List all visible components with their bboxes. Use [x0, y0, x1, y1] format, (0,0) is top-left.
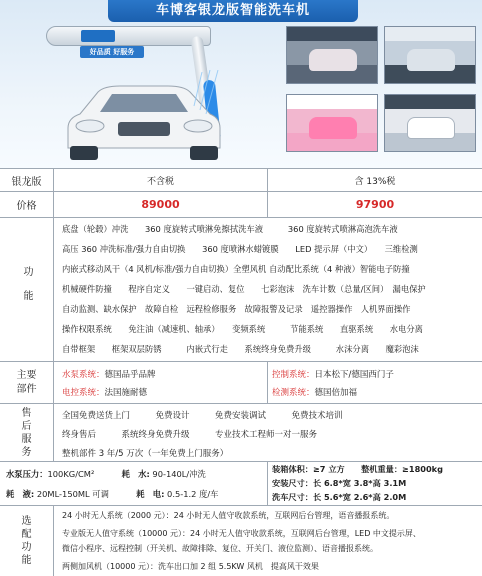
option-line: 两侧加风机（10000 元）：洗车出口加 2 组 5.5KW 风机 提高风干效果 — [62, 562, 319, 571]
service-line: 整机部件 3 年/5 万次（一年免费上门服务） — [62, 449, 229, 459]
col-with-tax: 含 13%税 — [354, 176, 396, 187]
spec-value: 90-140L/冲洗 — [152, 468, 206, 479]
control-label: 控制系统： — [272, 369, 315, 380]
feature-line: 自动监测、缺水保护 故障自检 远程检修服务 故障报警及记录 遥控器操作 人机界面操作 — [62, 304, 411, 314]
service-label: 售后服务 — [21, 407, 32, 458]
option-line: 微信小程序、远程控制（开关机、故障排除、复位、开关门、液位监测）、语音播报系统。 — [62, 544, 378, 553]
motor-value: 法国施耐德 — [104, 387, 148, 398]
pump-value: 德国品乎品牌 — [104, 369, 156, 380]
option-line: 专业版无人值守系统（10000 元）：24 小时无人值守收款系统，互联网后台管理，LED 中文提示屏、 — [62, 529, 421, 538]
service-line: 全国免费送货上门 免费设计 免费安装调试 免费技术培训 — [62, 411, 343, 421]
feature-line: 自带框架 框架双层防锈 内嵌式行走 系统终身免费升级 水沫分离 魔彩泡沫 — [62, 344, 419, 354]
motor-label: 电控系统： — [62, 387, 105, 398]
header-row — [0, 168, 482, 192]
spec-key: 耗 液: — [6, 488, 35, 499]
service-row — [0, 404, 482, 462]
banner-title: 车博客银龙版智能洗车机 — [108, 0, 358, 22]
service-line: 终身售后 系统终身免费升级 专业技术工程师一对一服务 — [62, 430, 318, 440]
options-row — [0, 506, 482, 576]
product-banner — [0, 0, 482, 168]
features-label: 功能 — [21, 265, 32, 314]
gantry-labels: 好品质 好服务 — [80, 46, 144, 58]
detect-label: 检测系统： — [272, 387, 315, 398]
price-with-tax: 97900 — [355, 198, 395, 211]
header-label: 银龙版 — [0, 169, 54, 191]
control-value: 日本松下/德国西门子 — [314, 369, 394, 380]
gantry-illustration — [46, 26, 211, 46]
car-illustration — [60, 70, 228, 162]
brand-logo — [81, 30, 115, 42]
photo-thumbnail — [286, 26, 378, 84]
price-row — [0, 192, 482, 218]
spec-line: 装箱体积：≥7 立方 整机重量：≥1800kg — [272, 464, 443, 474]
photo-thumbnail — [286, 94, 378, 152]
spec-key: 耗 水: — [121, 468, 150, 479]
feature-line: 底盘（轮毂）冲洗 360 度旋转式喷淋免擦拭洗车液 360 度旋转式喷淋高泡洗车液 — [62, 224, 398, 234]
spec-value: 0.5-1.2 度/车 — [167, 488, 219, 499]
spec-value: 20ML-150ML 可调 — [36, 488, 109, 499]
photo-thumbnail — [384, 26, 476, 84]
parts-row — [0, 362, 482, 404]
parts-label: 主要部件 — [16, 369, 37, 395]
options-label: 选配功能 — [21, 516, 32, 566]
feature-line: 操作权限系统 免注油（减速机、轴承） 变频系统 节能系统 直驱系统 水电分离 — [62, 324, 423, 334]
spec-line: 安装尺寸：长 6.8*宽 3.8*高 3.1M — [272, 478, 407, 488]
spec-key: 水泵压力： — [6, 468, 48, 479]
option-line: 24 小时无人系统（2000 元）：24 小时无人值守收款系统，互联网后台管理，语音播报系统。 — [62, 511, 395, 520]
spec-value: 100KG/CM² — [47, 468, 95, 479]
spec-key: 耗 电: — [136, 488, 165, 499]
specs-row — [0, 462, 482, 506]
feature-line: 高压 360 冲洗标准/强力自由切换 360 度喷淋水蜡镀膜 LED 提示屏（中文） 三维检测 — [62, 244, 418, 254]
pump-label: 水泵系统： — [62, 369, 105, 380]
feature-line: 内嵌式移动风干（4 风机/标准/强力自由切换）全塑风机 自动配比系统（4 种液）智能电子防撞 — [62, 264, 410, 274]
features-row — [0, 218, 482, 362]
feature-line: 机械硬件防撞 程序自定义 一键启动、复位 七彩泡沫 洗车计数（总量/区间） 漏电保护 — [62, 284, 426, 294]
col-no-tax: 不含税 — [146, 176, 174, 187]
detect-value: 德国倍加福 — [314, 387, 358, 398]
photo-thumbnail — [384, 94, 476, 152]
price-no-tax: 89000 — [141, 198, 180, 211]
price-label: 价格 — [0, 192, 54, 217]
spec-line: 洗车尺寸：长 5.6*宽 2.6*高 2.0M — [272, 492, 407, 502]
